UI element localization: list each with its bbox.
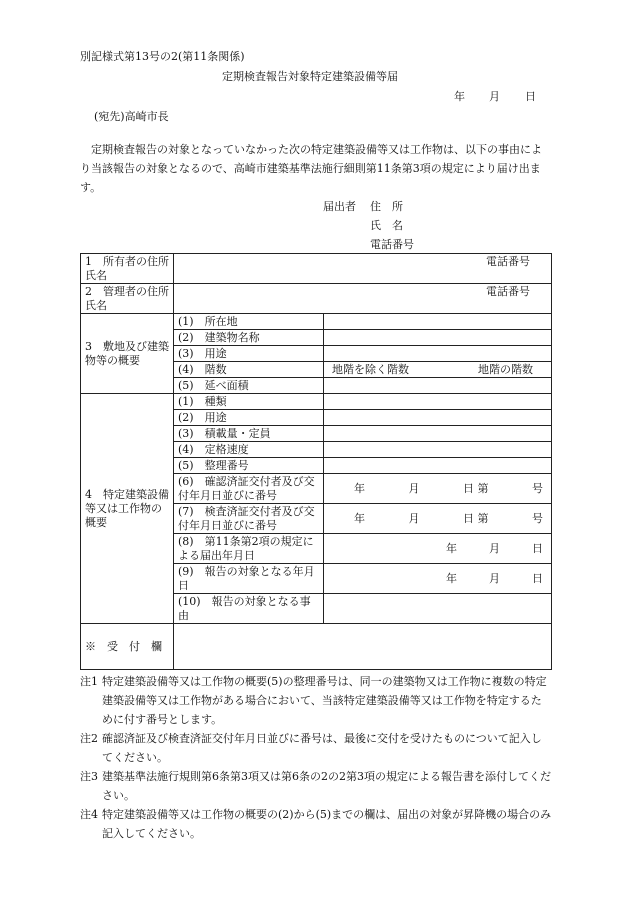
report-reason-label: (10) 報告の対象となる事由	[174, 594, 324, 624]
note-item	[80, 767, 552, 805]
equipment-field[interactable]	[324, 394, 552, 410]
year-label: 年	[446, 571, 457, 585]
report-date-label: (9) 報告の対象となる年月日	[174, 564, 324, 594]
floors-below-label: 地階の階数	[478, 362, 533, 376]
equipment-row-label: (5) 整理番号	[174, 458, 324, 474]
equipment-field[interactable]	[324, 442, 552, 458]
site-field[interactable]	[324, 330, 552, 346]
form-title: 定期検査報告対象特定建築設備等届	[222, 70, 398, 83]
form-reference: 別記様式第13号の2(第11条関係)	[80, 50, 245, 63]
month-label: 月	[489, 571, 500, 585]
floors-field[interactable]	[324, 362, 552, 378]
manager-phone-label: 電話番号	[486, 285, 530, 298]
note-text: 特定建築設備等又は工作物の概要の(2)から(5)までの欄は、届出の対象が昇降機の場合のみ記入してください。	[102, 808, 552, 840]
go-label: 号	[532, 481, 543, 495]
manager-label: 2 管理者の住所氏名	[81, 284, 174, 314]
month-label: 月	[489, 541, 500, 555]
site-field[interactable]	[324, 378, 552, 394]
day-label: 日	[532, 541, 543, 555]
note-label: 注4	[80, 808, 98, 821]
manager-field[interactable]	[174, 284, 552, 314]
note-item	[80, 729, 552, 767]
equipment-row-label: (2) 用途	[174, 410, 324, 426]
applicant-name-label: 氏 名	[370, 219, 403, 232]
notification-date-field[interactable]	[324, 534, 552, 564]
date-day-label: 日	[525, 90, 536, 103]
reception-label: ※ 受 付 欄	[81, 624, 174, 670]
site-row-label: (5) 延べ面積	[174, 378, 324, 394]
note-text: 建築基準法施行規則第6条第3項又は第6条の2の2第3項の規定による報告書を添付してください。	[102, 770, 551, 802]
notes-section	[80, 672, 552, 843]
inspection-certificate-field[interactable]	[324, 504, 552, 534]
day-label: 日	[463, 481, 474, 495]
year-label: 年	[446, 541, 457, 555]
year-label: 年	[354, 481, 365, 495]
month-label: 月	[408, 511, 420, 525]
equipment-field[interactable]	[324, 426, 552, 442]
note-text: 特定建築設備等又は工作物の概要(5)の整理番号は、同一の建築物又は工作物に複数の特定建築設備等又は工作物がある場合において、当該特定建築設備等又は工作物を特定するために付す番号とします。	[102, 675, 547, 726]
floors-above-label: 地階を除く階数	[332, 362, 409, 376]
equipment-row-label: (3) 積載量・定員	[174, 426, 324, 442]
report-date-field[interactable]	[324, 564, 552, 594]
site-row-label: (3) 用途	[174, 346, 324, 362]
dai-label: 第	[477, 511, 489, 525]
site-field[interactable]	[324, 346, 552, 362]
confirm-certificate-field[interactable]	[324, 474, 552, 504]
month-label: 月	[408, 481, 420, 495]
date-month-label: 月	[489, 90, 500, 103]
site-row-label: (1) 所在地	[174, 314, 324, 330]
site-field[interactable]	[324, 314, 552, 330]
equipment-row-label: (1) 種類	[174, 394, 324, 410]
applicant-address-label: 住 所	[370, 200, 403, 213]
dai-label: 第	[477, 481, 489, 495]
equipment-label: 4 特定建築設備等又は工作物の概要	[81, 394, 174, 624]
date-year-label: 年	[454, 90, 465, 103]
confirm-certificate-label: (6) 確認済証交付者及び交付年月日並びに番号	[174, 474, 324, 504]
note-text: 確認済証及び検査済証交付年月日並びに番号は、最後に交付を受けたものについて記入してください。	[102, 732, 542, 764]
note-label: 注3	[80, 770, 98, 783]
day-label: 日	[532, 571, 543, 585]
site-row-label: (4) 階数	[174, 362, 324, 378]
day-label: 日	[463, 511, 474, 525]
owner-phone-label: 電話番号	[486, 255, 530, 268]
equipment-field[interactable]	[324, 410, 552, 426]
go-label: 号	[532, 511, 543, 525]
note-label: 注1	[80, 675, 98, 688]
intro-paragraph: 定期検査報告の対象となっていなかった次の特定建築設備等又は工作物は、以下の事由により当該報告の対象となるので、高崎市建築基準法施行細則第11条第3項の規定により届け出ます。	[80, 143, 542, 194]
equipment-field[interactable]	[324, 458, 552, 474]
addressee: (宛先)高崎市長	[94, 110, 169, 123]
equipment-row-label: (4) 定格速度	[174, 442, 324, 458]
owner-label: 1 所有者の住所氏名	[81, 254, 174, 284]
applicant-phone-label: 電話番号	[370, 238, 414, 251]
inspection-certificate-label: (7) 検査済証交付者及び交付年月日並びに番号	[174, 504, 324, 534]
owner-field[interactable]	[174, 254, 552, 284]
notification-table	[80, 253, 552, 670]
applicant-label: 届出者	[323, 200, 356, 213]
note-item	[80, 672, 552, 729]
notification-date-label: (8) 第11条第2項の規定による届出年月日	[174, 534, 324, 564]
year-label: 年	[354, 511, 365, 525]
reception-field	[174, 624, 552, 670]
report-reason-field[interactable]	[324, 594, 552, 624]
site-row-label: (2) 建築物名称	[174, 330, 324, 346]
site-label: 3 敷地及び建築物等の概要	[81, 314, 174, 394]
note-label: 注2	[80, 732, 98, 745]
note-item	[80, 805, 552, 843]
